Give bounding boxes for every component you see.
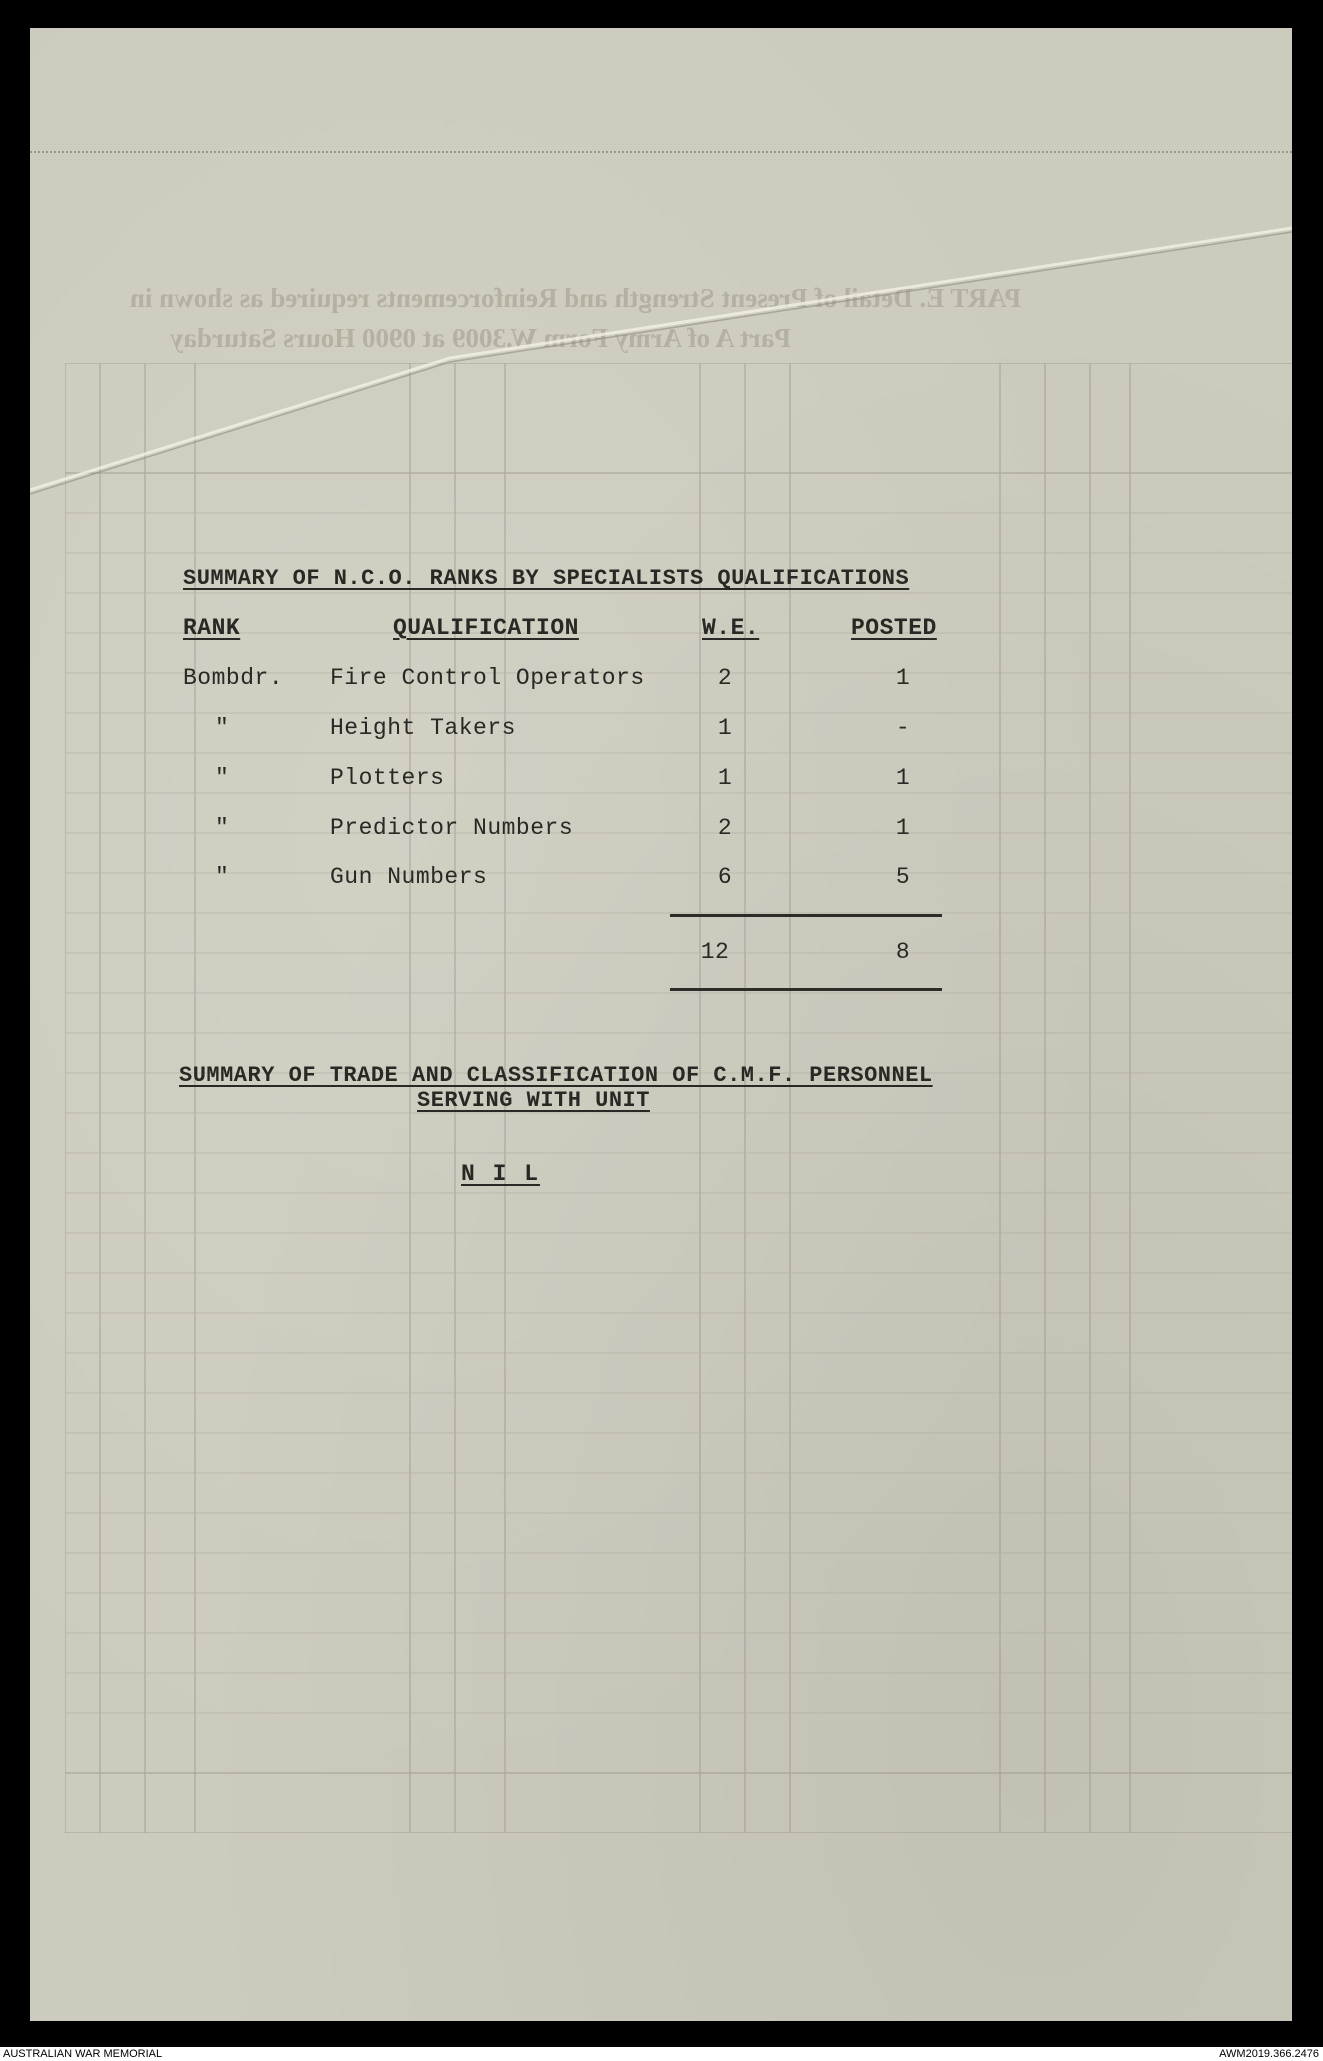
archive-footer-bar [0, 2047, 1323, 2061]
cmf-summary-title-line2: SERVING WITH UNIT [417, 1088, 650, 1113]
table-row-qualification: Gun Numbers [330, 864, 488, 890]
table-row-we: 6 [717, 864, 733, 890]
nco-summary-title: SUMMARY OF N.C.O. RANKS BY SPECIALISTS QUALIFICATIONS [183, 566, 910, 591]
cmf-summary-title: SUMMARY OF TRADE AND CLASSIFICATION OF C.M.F. PERSONNEL [179, 1063, 933, 1088]
total-we: 12 [700, 939, 730, 965]
table-row-we: 1 [717, 715, 733, 741]
table-row-rank: " [215, 765, 230, 791]
table-row-we: 1 [717, 765, 733, 791]
table-row-qualification: Plotters [330, 765, 445, 791]
column-header-qualification: QUALIFICATION [393, 615, 579, 641]
table-row-posted: 1 [895, 815, 911, 841]
bleed-through-text: PART E. Detail of Present Strength and Reinforcements required as shown in [130, 283, 1022, 313]
table-row-posted: 1 [895, 765, 911, 791]
total-rule-top [670, 914, 942, 917]
table-row-posted: 1 [895, 665, 911, 691]
archive-credit: AUSTRALIAN WAR MEMORIAL [3, 2048, 163, 2060]
cmf-summary-value: N I L [461, 1161, 541, 1187]
table-row-posted: 5 [895, 864, 911, 890]
table-row-rank: " [215, 715, 230, 741]
table-row-we: 2 [717, 815, 733, 841]
column-header-we: W.E. [702, 615, 760, 641]
total-posted: 8 [895, 939, 911, 965]
table-row-posted: - [895, 715, 911, 741]
table-row-we: 2 [717, 665, 733, 691]
table-row-rank: " [215, 864, 230, 890]
table-row-qualification: Fire Control Operators [330, 665, 645, 691]
column-header-rank: RANK [183, 615, 241, 641]
table-row-qualification: Predictor Numbers [330, 815, 574, 841]
table-row-rank: " [215, 815, 230, 841]
bleed-through-text: Part A of Army Form W.3009 at 0900 Hours Saturday [170, 323, 791, 353]
table-row-rank: Bombdr. [183, 665, 284, 691]
column-header-posted: POSTED [851, 615, 937, 641]
total-rule-bottom [670, 988, 942, 991]
table-row-qualification: Height Takers [330, 715, 516, 741]
archive-reference: AWM2019.366.2476 [1219, 2048, 1319, 2060]
